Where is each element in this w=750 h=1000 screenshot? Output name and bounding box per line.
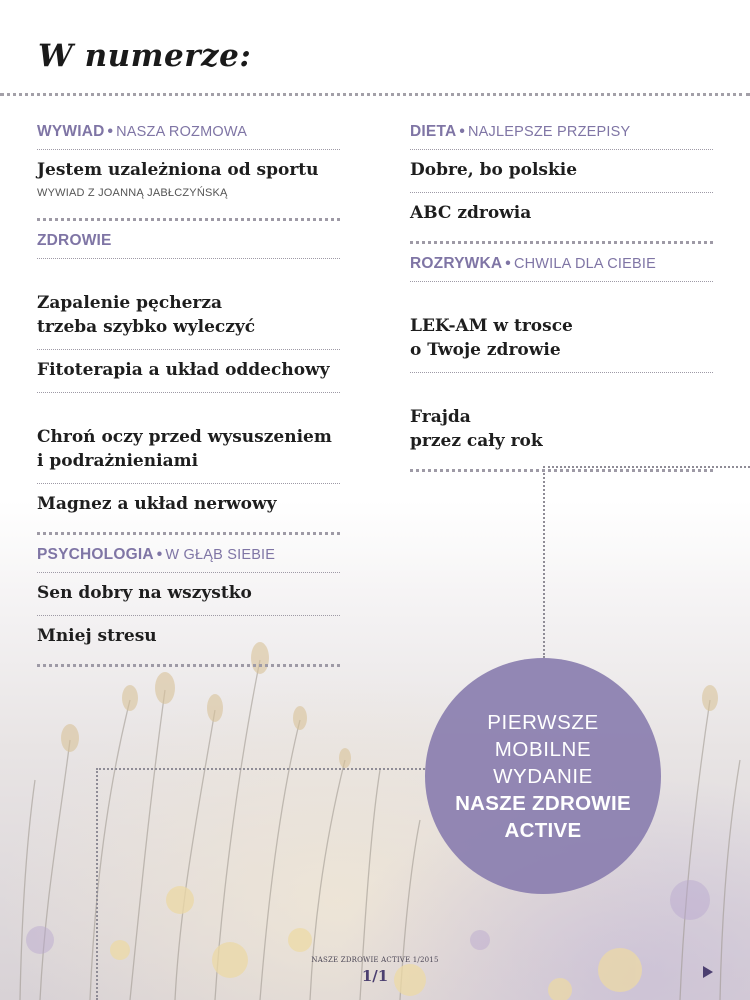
dotted-connector-vertical: [543, 466, 545, 658]
title-divider: [0, 93, 750, 96]
toc-item-bladder[interactable]: [37, 258, 340, 349]
dotted-connector-horizontal: [96, 768, 425, 770]
section-divider: [410, 469, 713, 472]
bullet-separator: •: [156, 546, 163, 563]
section-subtitle: CHWILA DLA CIEBIE: [513, 256, 656, 272]
page-indicator: 1/1: [361, 967, 389, 985]
section-header-zdrowie: [37, 225, 340, 258]
promo-line: MOBILNE: [494, 737, 592, 761]
toc-item-title: Jestem uzależniona od sportu: [37, 160, 319, 180]
dotted-connector-vertical: [96, 768, 98, 1000]
section-divider: [37, 218, 340, 221]
toc-item-title: LEK-AM w trosce o Twoje zdrowie: [410, 316, 573, 360]
toc-item-title: Zapalenie pęcherza trzeba szybko wyleczyć: [37, 293, 256, 337]
toc-item-phytotherapy[interactable]: [37, 349, 340, 392]
toc-item-byline: WYWIAD Z JOANNĄ JABŁCZYŃSKĄ: [37, 187, 228, 199]
section-subtitle: NAJLEPSZE PRZEPISY: [468, 124, 631, 140]
toc-item-stress[interactable]: [37, 615, 340, 658]
bullet-separator: •: [459, 123, 465, 140]
promo-first-mobile-edition-badge: [425, 658, 661, 894]
toc-item-abc-health[interactable]: [410, 192, 713, 235]
next-page-arrow-icon[interactable]: [703, 966, 713, 978]
toc-item-title: Mniej stresu: [37, 626, 157, 646]
toc-item-magnesium[interactable]: [37, 483, 340, 526]
toc-item-polish-food[interactable]: [410, 149, 713, 192]
section-title: WYWIAD: [37, 123, 105, 140]
toc-item-title: Fitoterapia a układ oddechowy: [37, 360, 330, 380]
toc-item-title: Chroń oczy przed wysuszeniem i podrażnieniami: [37, 427, 332, 471]
section-title: ROZRYWKA: [410, 255, 503, 272]
section-divider: [37, 664, 340, 667]
toc-item-title: Sen dobry na wszystko: [37, 583, 252, 603]
section-header-psychologia: [37, 539, 340, 572]
page-title: W numerze:: [38, 38, 252, 74]
toc-item-eyes[interactable]: [37, 392, 340, 483]
section-title: DIETA: [410, 123, 457, 140]
toc-item-frajda[interactable]: [410, 372, 713, 463]
bullet-separator: •: [107, 123, 114, 140]
section-header-dieta: [410, 116, 713, 149]
section-title: PSYCHOLOGIA: [37, 546, 154, 563]
toc-item-title: ABC zdrowia: [410, 203, 532, 223]
bullet-separator: •: [505, 255, 511, 272]
section-header-rozrywka: [410, 248, 713, 281]
toc-item-lekam[interactable]: [410, 281, 713, 372]
toc-item-title: Magnez a układ nerwowy: [37, 494, 277, 514]
section-divider: [410, 241, 713, 244]
toc-item-title: Dobre, bo polskie: [410, 160, 578, 180]
toc-item-title: Frajda przez cały rok: [410, 407, 543, 451]
promo-line-bold: NASZE ZDROWIE: [455, 791, 631, 815]
promo-line: WYDANIE: [493, 764, 593, 788]
section-title: ZDROWIE: [37, 232, 112, 249]
toc-item-sport-interview[interactable]: [37, 149, 340, 212]
footer-publication: NASZE ZDROWIE ACTIVE 1/2015: [311, 956, 439, 964]
promo-line: PIERWSZE: [487, 710, 599, 734]
section-header-wywiad: [37, 116, 340, 149]
section-subtitle: W GŁĄB SIEBIE: [165, 547, 276, 563]
toc-left-column: [37, 116, 340, 671]
promo-line-bold: ACTIVE: [504, 818, 582, 842]
toc-right-column: [410, 116, 713, 476]
section-divider: [37, 532, 340, 535]
section-subtitle: NASZA ROZMOWA: [116, 124, 248, 140]
toc-item-sleep[interactable]: [37, 572, 340, 615]
